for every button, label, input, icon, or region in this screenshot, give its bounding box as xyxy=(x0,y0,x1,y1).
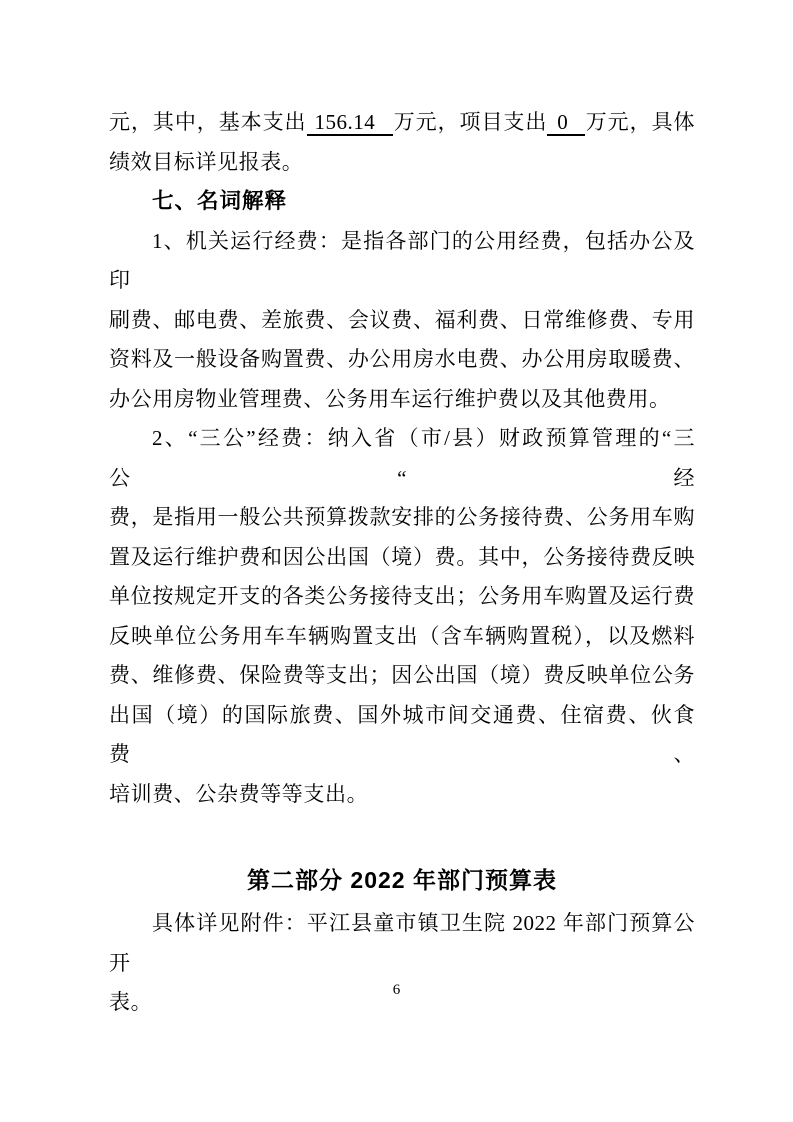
intro-line-2: 绩效目标详见报表。 xyxy=(109,149,304,174)
term2-line: 单位按规定开支的各类公务接待支出；公务用车购置及运行费 xyxy=(109,584,695,608)
intro-line-1 xyxy=(109,103,695,143)
term2-line: 费，是指用一般公共预算拨款安排的公务接待费、公务用车购 xyxy=(109,505,695,529)
page-number: 6 xyxy=(392,982,401,998)
term2-line: 培训费、公杂费等等支出。 xyxy=(109,781,369,806)
part2-heading: 第二部分 2022 年部门预算表 xyxy=(247,867,557,893)
term1-line: 刷费、邮电费、差旅费、会议费、福利费、日常维修费、专用 xyxy=(109,307,695,332)
part2-line: 具体详见附件：平江县童市镇卫生院 2022 年部门预算公开 xyxy=(109,911,695,975)
term2-line: 置及运行维护费和因公出国（境）费。其中，公务接待费反映 xyxy=(109,544,695,569)
basic-expense-underlined-value: 156.14 xyxy=(307,110,394,136)
term2-line: 费、维修费、保险费等支出；因公出国（境）费反映单位公务 xyxy=(109,663,695,687)
term1-line: 办公用房物业管理费、公务用车运行维护费以及其他费用。 xyxy=(109,386,671,411)
project-expense-underlined-value: 0 xyxy=(547,110,585,136)
intro-line1-mid: 万元，项目支出 xyxy=(393,110,548,134)
part2-line: 表。 xyxy=(109,990,153,1014)
intro-line1-post: 万元，具体 xyxy=(585,110,696,134)
term2-line: 出国（境）的国际旅费、国外城市间交通费、住宿费、伙食费、 xyxy=(109,702,695,766)
term2-line: 反映单位公务用车车辆购置支出（含车辆购置税），以及燃料 xyxy=(109,623,695,648)
term1-line: 1、机关运行经费：是指各部门的公用经费，包括办公及印 xyxy=(109,228,695,292)
term1-line: 资料及一般设备购置费、办公用房水电费、办公用房取暖费、 xyxy=(109,347,695,371)
term2-line: 2、“三公”经费：纳入省（市/县）财政预算管理的“三公“经 xyxy=(109,426,695,490)
intro-line1-pre: 元，其中，基本支出 xyxy=(109,110,307,134)
glossary-heading: 七、名词解释 xyxy=(152,189,288,213)
